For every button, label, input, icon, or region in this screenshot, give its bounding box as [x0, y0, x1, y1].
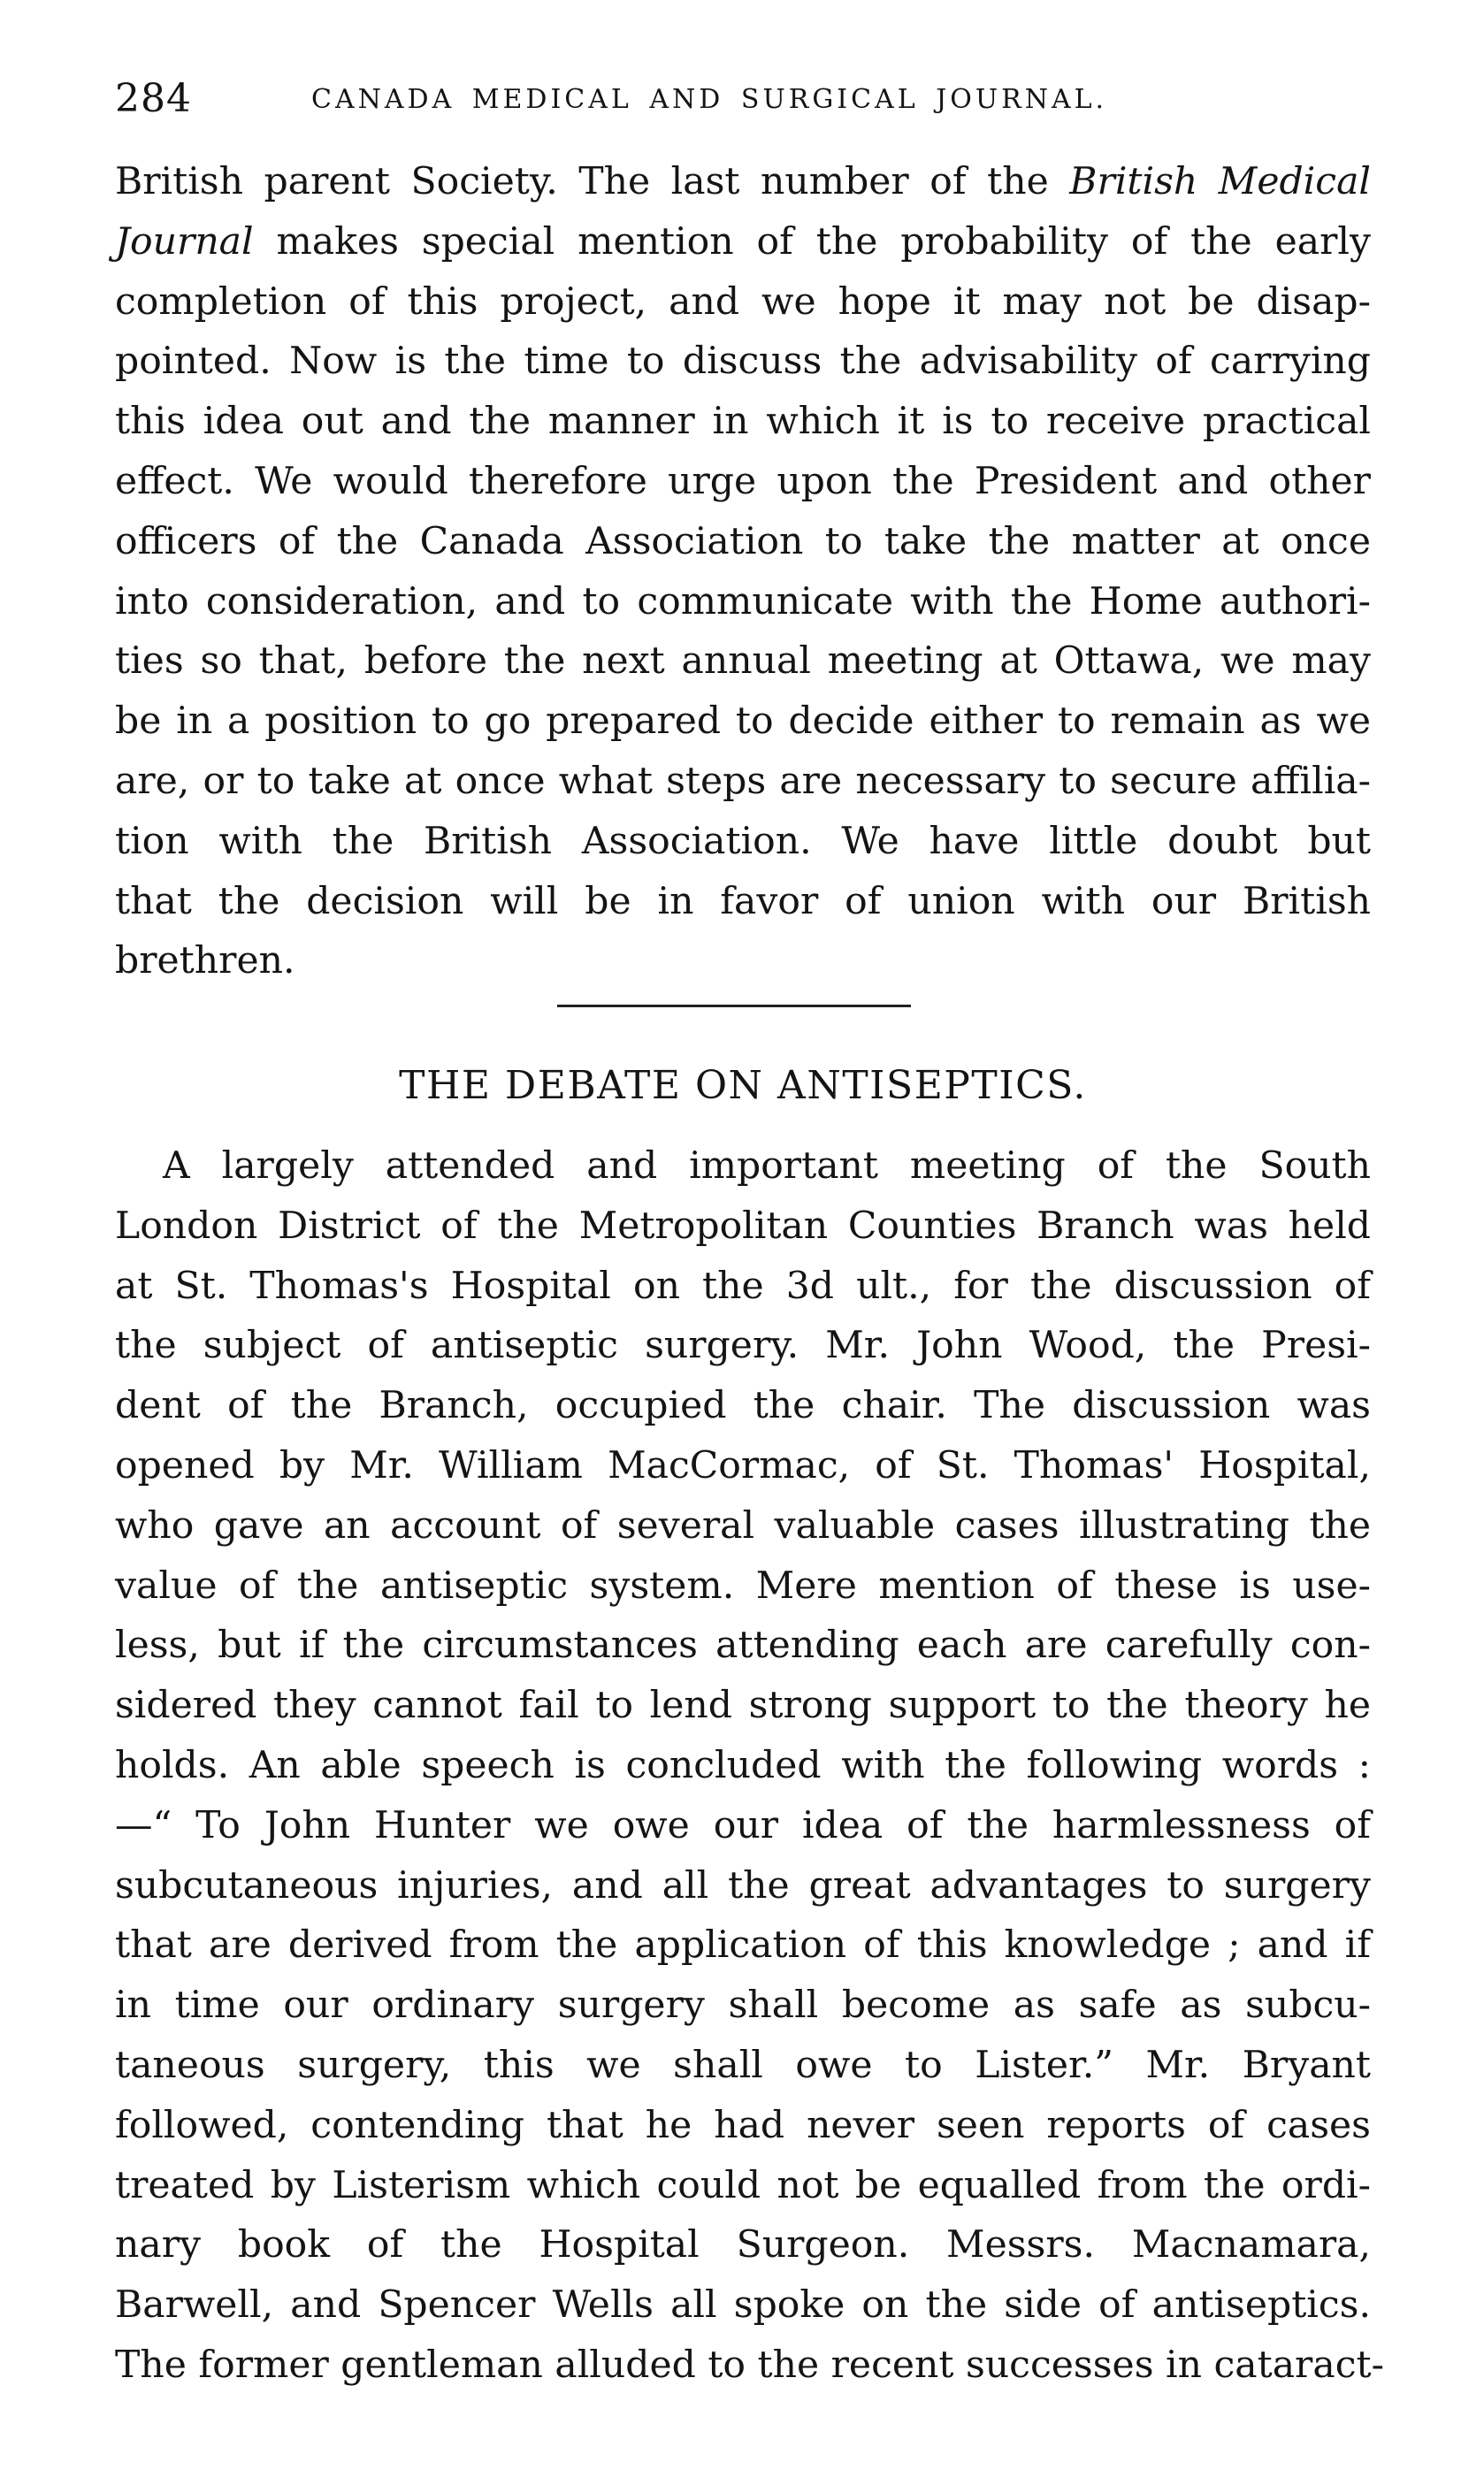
text-line: Barwell, and Spencer Wells all spoke on the side of antiseptics. — [115, 2283, 1371, 2328]
text-line — [115, 212, 1371, 272]
text-line: holds. An able speech is concluded with the following words : — [115, 1743, 1371, 1787]
text-line: in time our ordinary surgery shall become as safe as subcu- — [115, 1984, 1371, 2028]
text-line: the subject of antiseptic surgery. Mr. John Wood, the Presi- — [115, 1324, 1371, 1368]
journal-title-italic: British Medical — [1069, 160, 1372, 203]
text-line: completion of this project, and we hope it may not be disap- — [115, 279, 1371, 324]
text-line: into consideration, and to communicate with the Home authori- — [115, 579, 1371, 623]
text-line: dent of the Branch, occupied the chair. The discussion was — [115, 1384, 1371, 1428]
text-line: at St. Thomas's Hospital on the 3d ult., for the discussion of — [115, 1264, 1371, 1308]
text-line: taneous surgery, this we shall owe to Lister.” Mr. Bryant — [115, 2043, 1371, 2087]
text-line: ties so that, before the next annual meeting at Ottawa, we may — [115, 639, 1371, 684]
section-divider — [557, 1005, 911, 1007]
text-line: tion with the British Association. We have little doubt but — [115, 819, 1371, 863]
text-line: less, but if the circumstances attending each are carefully con- — [115, 1624, 1371, 1668]
text-line: that are derived from the application of this knowledge ; and if — [115, 1923, 1371, 1968]
text-line: followed, contending that he had never seen reports of cases — [115, 2103, 1371, 2147]
text-line: The former gentleman alluded to the recent successes in cataract- — [115, 2343, 1384, 2387]
text-line: A largely attended and important meeting of the South — [163, 1144, 1371, 1188]
text-line — [115, 152, 1371, 212]
page-header — [115, 73, 1371, 134]
text-line: that the decision will be in favor of union with our British — [115, 879, 1371, 923]
running-head: CANADA MEDICAL AND SURGICAL JOURNAL. — [311, 84, 1108, 115]
journal-title-italic: Journal — [115, 219, 254, 264]
text-line: pointed. Now is the time to discuss the advisability of carrying — [115, 340, 1371, 384]
section-heading: THE DEBATE ON ANTISEPTICS. — [399, 1063, 1087, 1108]
page-number: 284 — [115, 76, 192, 121]
text-line: London District of the Metropolitan Counties Branch was held — [115, 1204, 1371, 1248]
text-line: —“ To John Hunter we owe our idea of the harmlessness of — [115, 1803, 1371, 1847]
text-run: British parent Society. The last number of the — [115, 160, 1070, 203]
text-line: brethren. — [115, 939, 295, 983]
text-line: nary book of the Hospital Surgeon. Messrs. Macnamara, — [115, 2223, 1371, 2267]
text-line: subcutaneous injuries, and all the great advantages to surgery — [115, 1863, 1371, 1908]
text-line: opened by Mr. William MacCormac, of St. Thomas' Hospital, — [115, 1443, 1371, 1487]
text-line: are, or to take at once what steps are necessary to secure affilia- — [115, 759, 1371, 803]
paragraph-affiliation — [115, 152, 1371, 991]
text-line: sidered they cannot fail to lend strong support to the theory he — [115, 1684, 1371, 1728]
text-line: treated by Listerism which could not be equalled from the ordi- — [115, 2163, 1371, 2207]
text-line: value of the antiseptic system. Mere mention of these is use- — [115, 1564, 1371, 1608]
text-line: this idea out and the manner in which it is to receive practical — [115, 400, 1371, 444]
text-line: officers of the Canada Association to take the matter at once — [115, 519, 1371, 563]
text-line: effect. We would therefore urge upon the President and other — [115, 459, 1371, 503]
text-run: makes special mention of the probability of the early — [253, 219, 1371, 264]
text-line: be in a position to go prepared to decide either to remain as we — [115, 700, 1371, 744]
paragraph-debate — [115, 1136, 1384, 2396]
text-line: who gave an account of several valuable cases illustrating the — [115, 1503, 1371, 1548]
